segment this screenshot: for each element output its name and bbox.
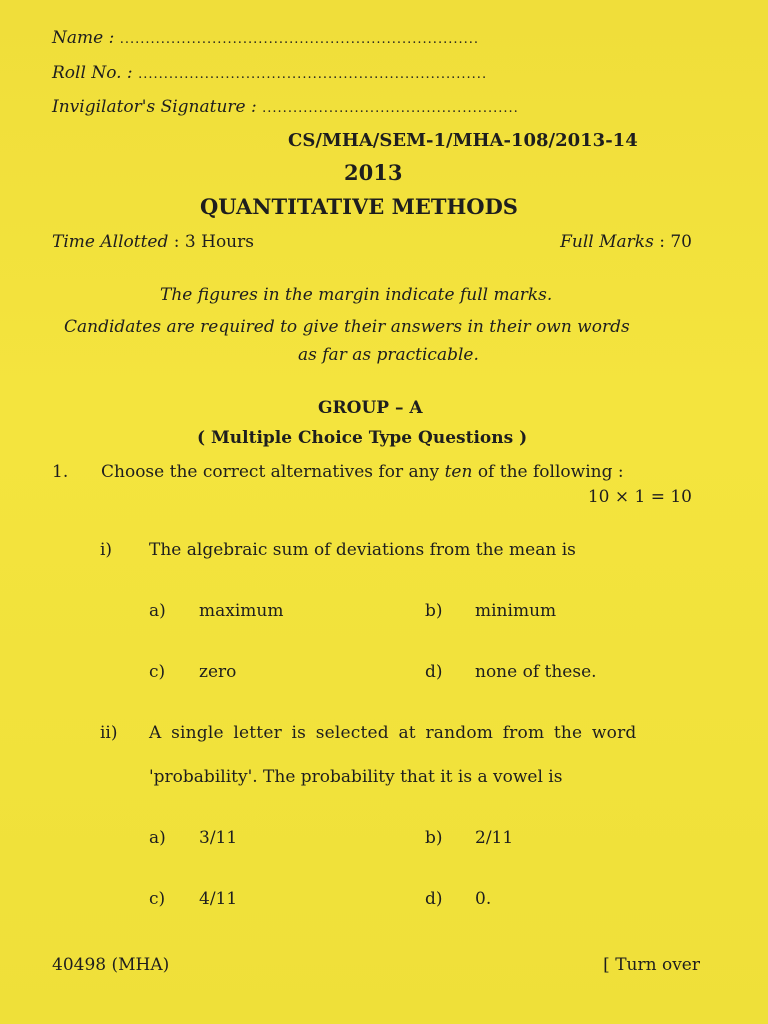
question-text-before: Choose the correct alternatives for any (101, 462, 445, 482)
option-label: c) (149, 662, 166, 682)
option-text: maximum (199, 601, 284, 621)
instruction-line-3: as far as practicable. (298, 345, 479, 365)
invigilator-dots: .................................................. (262, 101, 519, 116)
question-text-after: of the following : (472, 462, 624, 482)
time-value: : 3 Hours (173, 232, 254, 252)
name-dots: ...................................................................... (119, 32, 479, 47)
option-text: zero (199, 662, 237, 682)
name-field (52, 28, 479, 48)
roll-field (52, 63, 487, 83)
footer-turn-over: [ Turn over (603, 955, 700, 975)
option-label: b) (425, 601, 443, 621)
option-text: minimum (475, 601, 557, 621)
paper-year: 2013 (344, 160, 403, 185)
paper-title: QUANTITATIVE METHODS (200, 194, 518, 219)
option-label: a) (149, 828, 166, 848)
group-subtitle: ( Multiple Choice Type Questions ) (197, 428, 528, 448)
marks-value: : 70 (659, 232, 692, 252)
instruction-line-1: The figures in the margin indicate full marks. (160, 285, 553, 305)
subquestion-ii-text-line-2: 'probability'. The probability that it is a vowel is (149, 767, 563, 787)
name-label: Name : (52, 28, 115, 48)
option-text: 2/11 (475, 828, 514, 848)
option-text: 4/11 (199, 889, 238, 909)
group-title: GROUP – A (318, 398, 423, 418)
option-text: none of these. (475, 662, 597, 682)
question-text-emphasis: ten (444, 462, 473, 482)
question-marks: 10 × 1 = 10 (587, 487, 692, 507)
roll-dots: .................................................................... (138, 67, 488, 82)
subquestion-ii-label: ii) (100, 723, 118, 743)
invigilator-field (52, 97, 519, 117)
time-allotted (52, 232, 254, 252)
marks-label: Full Marks (560, 232, 654, 252)
option-text: 3/11 (199, 828, 238, 848)
subquestion-i-label: i) (100, 540, 113, 560)
option-text: 0. (475, 889, 492, 909)
option-label: a) (149, 601, 166, 621)
paper-code: CS/MHA/SEM-1/MHA-108/2013-14 (288, 130, 638, 151)
question-text (101, 462, 624, 482)
option-label: d) (425, 889, 443, 909)
option-label: b) (425, 828, 443, 848)
subquestion-i-text: The algebraic sum of deviations from the mean is (149, 540, 576, 560)
subquestion-ii-text-line-1: A single letter is selected at random from the word (149, 723, 637, 743)
question-number: 1. (52, 462, 69, 482)
option-label: c) (149, 889, 166, 909)
time-label: Time Allotted (52, 232, 169, 252)
full-marks (560, 232, 692, 252)
option-label: d) (425, 662, 443, 682)
roll-label: Roll No. : (52, 63, 133, 83)
instruction-line-2: Candidates are required to give their answers in their own words (64, 317, 630, 337)
footer-code: 40498 (MHA) (52, 955, 170, 975)
invigilator-label: Invigilator's Signature : (52, 97, 257, 117)
